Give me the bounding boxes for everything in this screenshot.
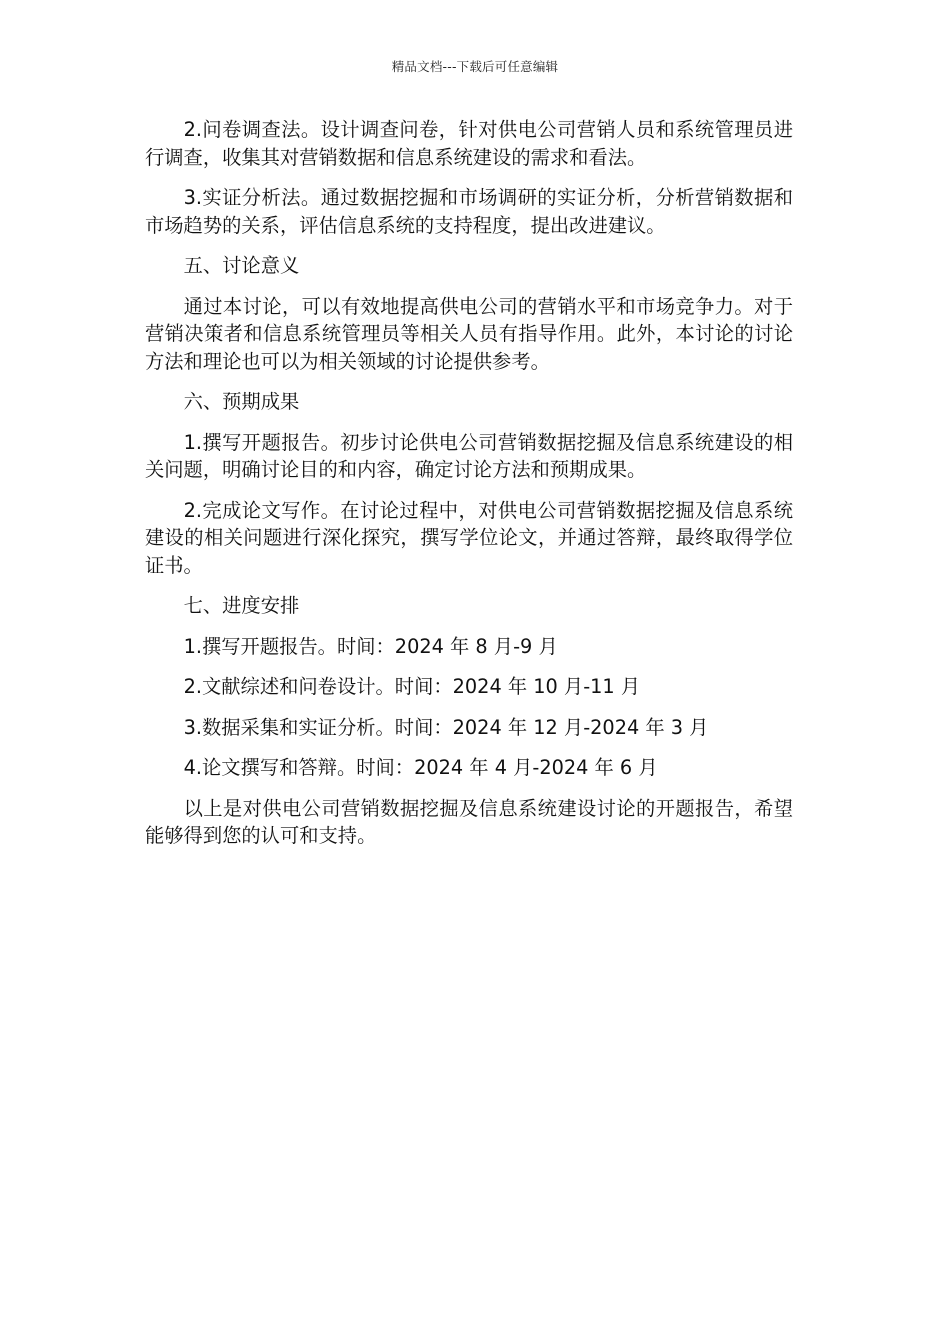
schedule-item-4: 4.论文撰写和答辩。时间：2024 年 4 月-2024 年 6 月: [183, 756, 658, 779]
paragraph-conclusion: 以上是对供电公司营销数据挖掘及信息系统建设讨论的开题报告，希望能够得到您的认可和支持。: [145, 796, 793, 847]
paragraph-proposal-report: 1.撰写开题报告。初步讨论供电公司营销数据挖掘及信息系统建设的相关问题，明确讨论目的和内容，确定讨论方法和预期成果。: [145, 430, 793, 481]
paragraph-empirical-analysis: 3.实证分析法。通过数据挖掘和市场调研的实证分析，分析营销数据和市场趋势的关系，评估信息系统的支持程度，提出改进建议。: [145, 186, 793, 237]
page-header: 精品文档---下载后可任意编辑: [391, 59, 559, 74]
schedule-item-2: 2.文献综述和问卷设计。时间：2024 年 10 月-11 月: [183, 675, 641, 698]
document-body: [145, 116, 793, 863]
schedule-item-1: 1.撰写开题报告。时间：2024 年 8 月-9 月: [183, 634, 558, 658]
section-heading-expected-results: 六、预期成果: [183, 390, 300, 413]
schedule-item-3: 3.数据采集和实证分析。时间：2024 年 12 月-2024 年 3 月: [183, 715, 709, 739]
paragraph-significance: 通过本讨论，可以有效地提高供电公司的营销水平和市场竞争力。对于营销决策者和信息系统管理员等相关人员有指导作用。此外，本讨论的讨论方法和理论也可以为相关领域的讨论提供参考。: [145, 294, 793, 373]
section-heading-significance: 五、讨论意义: [183, 254, 300, 277]
paragraph-thesis-writing: 2.完成论文写作。在讨论过程中，对供电公司营销数据挖掘及信息系统建设的相关问题进行深化探究，撰写学位论文，并通过答辩，最终取得学位证书。: [145, 498, 793, 577]
paragraph-questionnaire-method: 2.问卷调查法。设计调查问卷，针对供电公司营销人员和系统管理员进行调查，收集其对营销数据和信息系统建设的需求和看法。: [145, 118, 793, 169]
section-heading-schedule: 七、进度安排: [183, 594, 300, 617]
